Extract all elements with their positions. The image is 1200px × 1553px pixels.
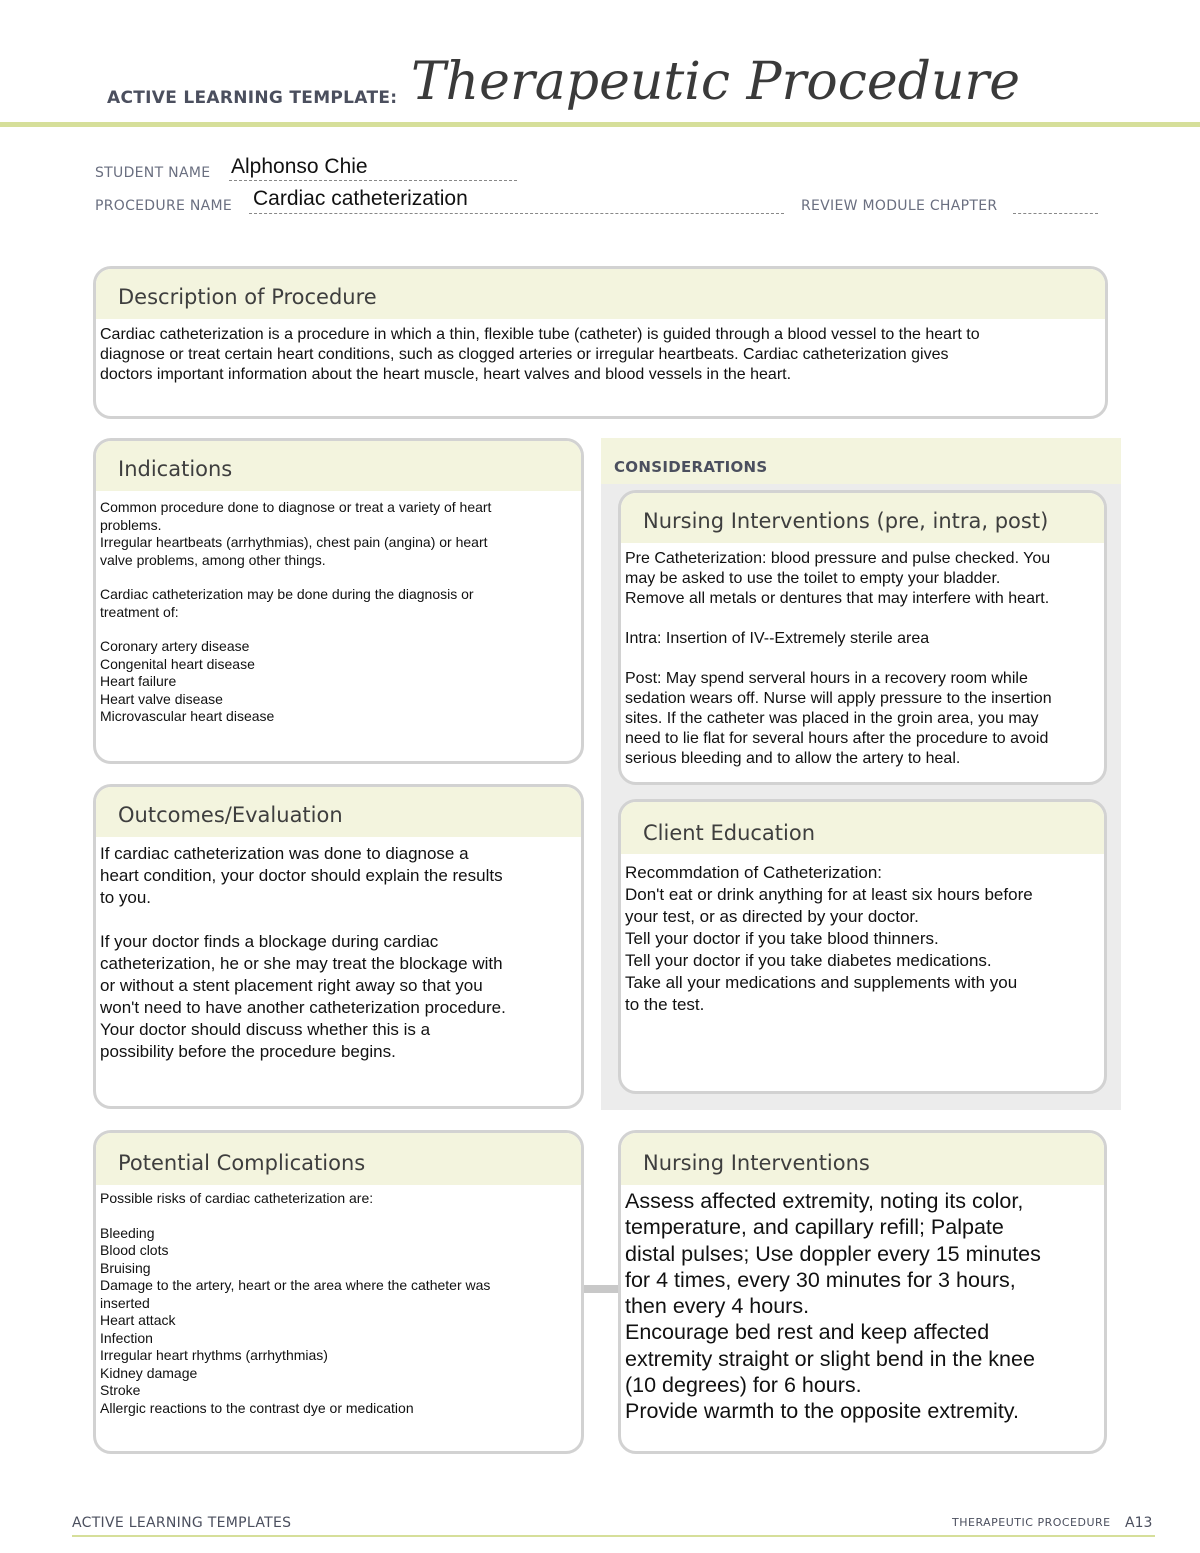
footer-right: THERAPEUTIC PROCEDURE — [952, 1516, 1111, 1529]
text-line: If cardiac catheterization was done to diagnose a — [100, 844, 469, 863]
nursing-interventions-body — [621, 1185, 1104, 1425]
text-line: inserted — [100, 1294, 150, 1311]
client-education-card — [618, 799, 1107, 1094]
text-line: to you. — [100, 888, 152, 907]
text-line: your test, or as directed by your doctor. — [625, 907, 919, 926]
text-line: Bleeding — [100, 1224, 155, 1241]
indications-body — [96, 491, 581, 726]
text-line: Common procedure done to diagnose or treat a variety of heart — [100, 499, 492, 515]
text-line: Pre Catheterization: blood pressure and pulse checked. You — [625, 550, 1051, 567]
description-title: Description of Procedure — [96, 269, 1105, 319]
text-line: diagnose or treat certain heart conditions, such as clogged arteries or irregular heartbeats. Cardiac catheterization gives — [100, 346, 949, 363]
text-line: Bruising — [100, 1259, 151, 1276]
text-line: Tell your doctor if you take diabetes medications. — [625, 951, 992, 970]
text-line: Assess affected extremity, noting its color, — [625, 1189, 1024, 1213]
footer-divider — [72, 1535, 1155, 1537]
text-line: Irregular heartbeats (arrhythmias), chest pain (angina) or heart — [100, 534, 488, 550]
client-education-title: Client Education — [621, 802, 1104, 854]
text-line: Damage to the artery, heart or the area where the catheter was — [100, 1277, 491, 1293]
text-line: extremity straight or slight bend in the knee — [625, 1346, 1035, 1371]
text-line: Stroke — [100, 1382, 141, 1398]
text-gap — [100, 569, 576, 586]
text-line: treatment of: — [100, 603, 179, 620]
text-line: Cardiac catheterization may be done during the diagnosis or — [100, 586, 474, 602]
procedure-name-value[interactable]: Cardiac catheterization — [253, 187, 468, 210]
text-line: doctors important information about the heart muscle, heart valves and blood vessels in the heart. — [100, 366, 792, 383]
text-line: catheterization, he or she may treat the blockage with — [100, 954, 503, 973]
text-gap — [100, 621, 576, 638]
text-line: valve problems, among other things. — [100, 551, 326, 568]
text-line: problems. — [100, 516, 162, 533]
text-gap — [625, 609, 1099, 629]
text-line: Congenital heart disease — [100, 655, 255, 672]
text-line: Provide warmth to the opposite extremity. — [625, 1399, 1019, 1424]
text-line: Heart attack — [100, 1312, 176, 1328]
text-line: won't need to have another catheterization procedure. — [100, 998, 506, 1017]
text-line: then every 4 hours. — [625, 1294, 810, 1319]
text-line: sites. If the catheter was placed in the groin area, you may — [625, 710, 1039, 727]
text-line: Intra: Insertion of IV--Extremely sterile area — [625, 630, 930, 647]
student-name-label: STUDENT NAME — [95, 165, 211, 181]
text-line: to the test. — [625, 995, 705, 1014]
nursing-interventions-title: Nursing Interventions — [621, 1133, 1104, 1185]
student-name-value[interactable]: Alphonso Chie — [231, 155, 368, 178]
considerations-label: CONSIDERATIONS — [614, 458, 768, 476]
text-line: need to lie flat for several hours after the procedure to avoid — [625, 730, 1049, 747]
text-line: (10 degrees) for 6 hours. — [625, 1373, 862, 1398]
text-line: possibility before the procedure begins. — [100, 1042, 396, 1061]
template-label: ACTIVE LEARNING TEMPLATE: — [107, 88, 398, 108]
text-line: Infection — [100, 1329, 153, 1346]
text-line: distal pulses; Use doppler every 15 minutes — [625, 1241, 1041, 1266]
text-line: Allergic reactions to the contrast dye or medication — [100, 1399, 414, 1416]
text-line: Remove all metals or dentures that may interfere with heart. — [625, 590, 1050, 607]
text-line: If your doctor finds a blockage during cardiac — [100, 932, 439, 951]
text-line: Your doctor should discuss whether this is a — [100, 1020, 431, 1039]
text-line: sedation wears off. Nurse will apply pressure to the insertion — [625, 690, 1052, 707]
client-education-body — [621, 854, 1104, 1016]
text-gap — [100, 1208, 576, 1225]
complications-body — [96, 1185, 581, 1417]
outcomes-body — [96, 837, 581, 1063]
footer-left: ACTIVE LEARNING TEMPLATES — [72, 1515, 292, 1531]
text-line: Tell your doctor if you take blood thinners. — [625, 929, 939, 948]
text-line: Microvascular heart disease — [100, 708, 275, 724]
page-number: A13 — [1125, 1515, 1153, 1531]
text-line: Blood clots — [100, 1242, 169, 1258]
card-connector — [583, 1285, 621, 1293]
text-line: Post: May spend serveral hours in a recovery room while — [625, 670, 1028, 687]
text-line: Irregular heart rhythms (arrhythmias) — [100, 1347, 328, 1363]
text-line: heart condition, your doctor should explain the results — [100, 866, 503, 885]
review-module-label: REVIEW MODULE CHAPTER — [801, 198, 998, 214]
description-body — [96, 319, 1105, 385]
text-line: Recommdation of Catheterization: — [625, 863, 883, 882]
complications-card — [93, 1130, 584, 1454]
review-module-underline[interactable] — [1013, 213, 1098, 214]
text-line: Heart failure — [100, 673, 177, 689]
description-card — [93, 266, 1108, 419]
text-line: Coronary artery disease — [100, 638, 250, 654]
text-line: Take all your medications and supplements with you — [625, 973, 1018, 992]
text-line: may be asked to use the toilet to empty your bladder. — [625, 570, 1001, 587]
text-gap — [100, 909, 576, 931]
nursing-interventions-pip-title: Nursing Interventions (pre, intra, post) — [621, 493, 1104, 543]
text-line: for 4 times, every 30 minutes for 3 hours, — [625, 1267, 1016, 1292]
indications-title: Indications — [96, 441, 581, 491]
text-line: Cardiac catheterization is a procedure in which a thin, flexible tube (catheter) is guided through a blood vessel to the heart to — [100, 326, 980, 343]
text-line: or without a stent placement right away so that you — [100, 976, 483, 995]
text-line: Encourage bed rest and keep affected — [625, 1320, 990, 1345]
header-divider — [0, 122, 1200, 127]
procedure-name-label: PROCEDURE NAME — [95, 198, 233, 214]
page-title: Therapeutic Procedure — [411, 52, 1020, 112]
outcomes-title: Outcomes/Evaluation — [96, 787, 581, 837]
text-line: Possible risks of cardiac catheterization are: — [100, 1190, 374, 1206]
text-line: Kidney damage — [100, 1364, 198, 1381]
procedure-name-underline — [249, 213, 784, 214]
text-line: serious bleeding and to allow the artery to heal. — [625, 750, 961, 767]
indications-card — [93, 438, 584, 764]
text-line: Heart valve disease — [100, 690, 223, 707]
nursing-interventions-pip-card — [618, 490, 1107, 785]
text-gap — [625, 649, 1099, 669]
student-name-underline — [229, 180, 517, 181]
nursing-interventions-pip-body — [621, 543, 1104, 769]
complications-title: Potential Complications — [96, 1133, 581, 1185]
nursing-interventions-card — [618, 1130, 1107, 1454]
text-line: Don't eat or drink anything for at least six hours before — [625, 885, 1033, 904]
text-line: temperature, and capillary refill; Palpate — [625, 1215, 1004, 1240]
outcomes-card — [93, 784, 584, 1109]
